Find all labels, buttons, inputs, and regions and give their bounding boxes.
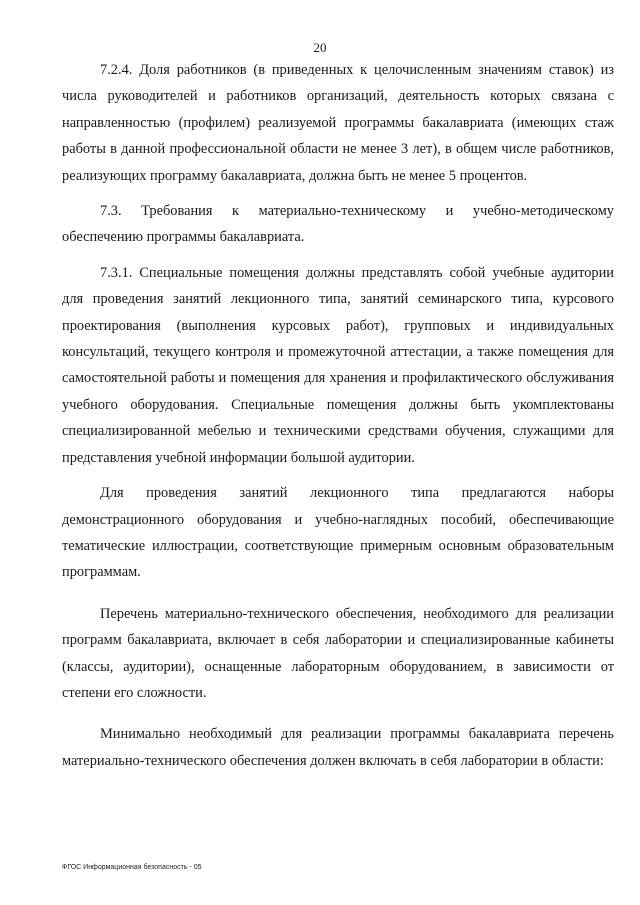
- paragraph-7-3: 7.3. Требования к материально-техническому и учебно-методическому обеспечению программы бакалавриата.: [62, 203, 614, 246]
- paragraph-minimum-list: Минимально необходимый для реализации программы бакалавриата перечень материально-технического обеспечения должен включать в себя лаборатории в области:: [62, 726, 614, 769]
- document-footer: ФГОС Информационная безопасность - 05: [62, 864, 202, 871]
- paragraph-7-2-4: 7.2.4. Доля работников (в приведенных к целочисленным значениям ставок) из числа руководителей и работников организаций, деятельность которых связана с направленностью (профилем) реализуемой программы бакалавриата (имеющих стаж работы в данной профессиональной области не менее 3 лет), в общем числе работников, реализующих программу бакалавриата, должна быть не менее 5 процентов.: [62, 62, 614, 184]
- document-body: [62, 57, 614, 774]
- paragraph-material-list: Перечень материально-технического обеспечения, необходимого для реализации программ бакалавриата, включает в себя лаборатории и специализированные кабинеты (классы, аудитории), оснащенные лабораторным оборудованием, в зависимости от степени его сложности.: [62, 605, 614, 701]
- paragraph-lecture-equipment: Для проведения занятий лекционного типа предлагаются наборы демонстрационного оборудования и учебно-наглядных пособий, обеспечивающие тематические иллюстрации, соответствующие примерным основным образовательным программам.: [62, 485, 614, 581]
- page-number: 20: [313, 40, 327, 55]
- paragraph-7-3-1: 7.3.1. Специальные помещения должны представлять собой учебные аудитории для проведения занятий лекционного типа, занятий семинарского типа, курсового проектирования (выполнения курсовых работ), групповых и индивидуальных консультаций, текущего контроля и промежуточной аттестации, а также помещения для самостоятельной работы и помещения для хранения и профилактического обслуживания учебного оборудования. Специальные помещения должны быть укомплектованы специализированной мебелью и техническими средствами обучения, служащими для представления учебной информации большой аудитории.: [62, 264, 614, 466]
